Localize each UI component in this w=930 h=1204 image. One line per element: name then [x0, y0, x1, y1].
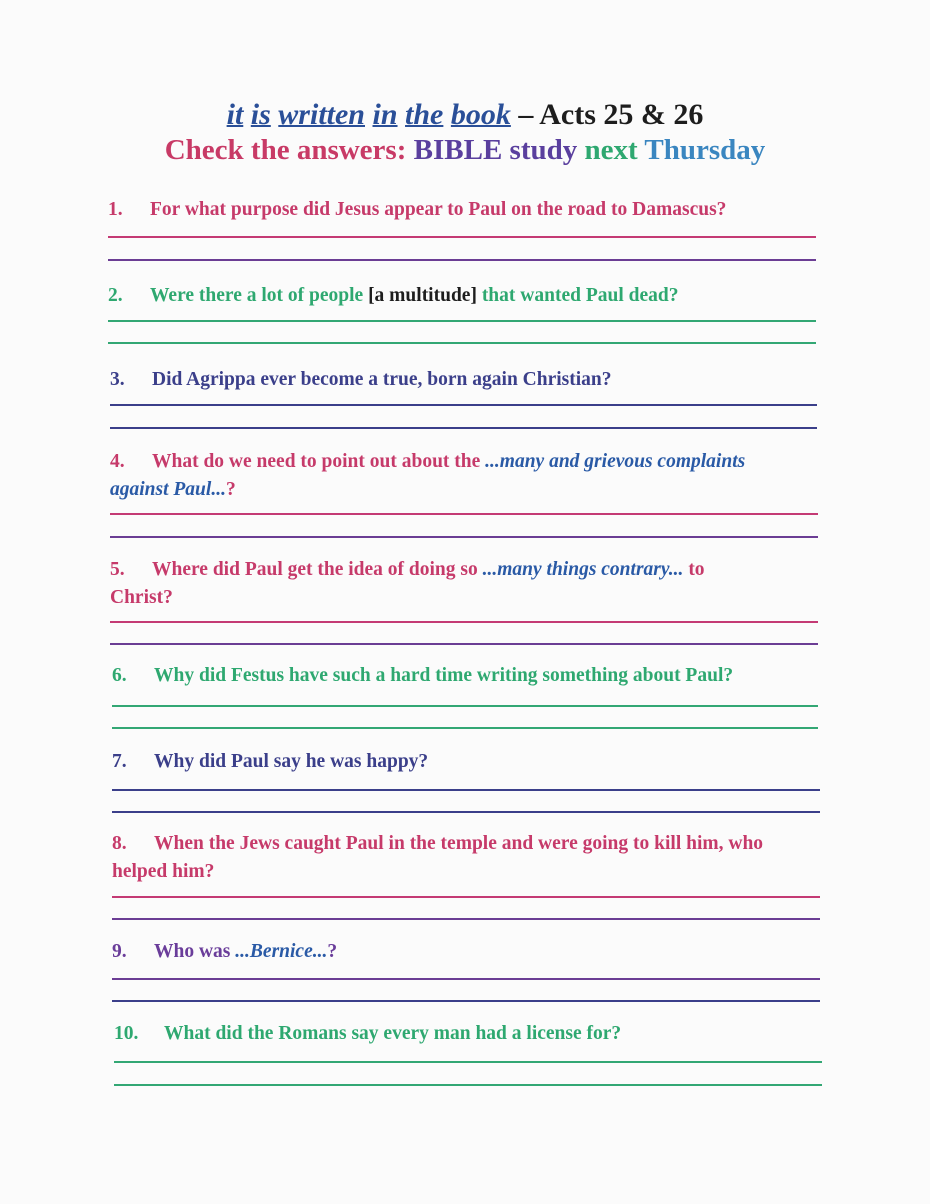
answer-line[interactable] — [110, 536, 818, 538]
answer-line[interactable] — [112, 1000, 820, 1002]
answer-line[interactable] — [108, 320, 816, 322]
question-text: helped him? — [112, 861, 215, 882]
question-text: Did Agrippa ever become a true, born again Christian? — [152, 369, 612, 390]
answer-line[interactable] — [112, 727, 818, 729]
question-text: Were there a lot of people — [150, 285, 364, 306]
answer-line[interactable] — [112, 978, 820, 980]
title-word: is — [250, 98, 271, 131]
question-text: Why did Festus have such a hard time writing something about Paul? — [154, 665, 734, 686]
question-quote: ...Bernice... — [235, 941, 328, 962]
question-text: What do we need to point out about the — [152, 451, 481, 472]
question-9 — [112, 938, 337, 966]
question-text: Where did Paul get the idea of doing so — [152, 559, 478, 580]
question-5 — [110, 556, 822, 612]
answer-line[interactable] — [112, 918, 820, 920]
question-3 — [110, 366, 612, 394]
question-2 — [108, 282, 678, 310]
worksheet-subtitle — [0, 134, 930, 167]
question-text: For what purpose did Jesus appear to Paul on the road to Damascus? — [150, 199, 727, 220]
question-quote: ...many and grievous complaints — [485, 451, 746, 472]
answer-line[interactable] — [110, 404, 817, 406]
title-word: the — [405, 98, 444, 131]
answer-line[interactable] — [108, 236, 816, 238]
question-10 — [114, 1020, 621, 1048]
question-number: 4. — [110, 451, 125, 472]
question-number: 8. — [112, 833, 127, 854]
answer-line[interactable] — [110, 621, 818, 623]
question-number: 10. — [114, 1023, 139, 1044]
subtitle-check-answers: Check the answers: — [164, 134, 407, 166]
question-number: 6. — [112, 665, 127, 686]
question-bracket-text: [a multitude] — [368, 285, 477, 306]
title-word: in — [372, 98, 398, 131]
question-quote: against Paul... — [110, 479, 226, 500]
answer-line[interactable] — [110, 513, 818, 515]
title-word: book — [450, 98, 511, 131]
question-text: When the Jews caught Paul in the temple and were going to kill him, who — [154, 833, 764, 854]
title-word: written — [278, 98, 365, 131]
question-text: Christ? — [110, 587, 173, 608]
answer-line[interactable] — [112, 811, 820, 813]
question-4 — [110, 448, 822, 504]
question-6 — [112, 662, 733, 690]
subtitle-next: next — [584, 134, 638, 166]
answer-line[interactable] — [112, 789, 820, 791]
question-quote: ...many things contrary... — [482, 559, 684, 580]
question-number: 3. — [110, 369, 125, 390]
subtitle-thursday: Thursday — [644, 134, 766, 166]
question-8 — [112, 830, 828, 886]
answer-line[interactable] — [112, 705, 818, 707]
question-number: 5. — [110, 559, 125, 580]
worksheet-title — [0, 98, 930, 132]
question-number: 2. — [108, 285, 123, 306]
question-number: 9. — [112, 941, 127, 962]
answer-line[interactable] — [112, 896, 820, 898]
title-dash: – — [518, 98, 534, 131]
answer-line[interactable] — [108, 259, 816, 261]
question-1 — [108, 196, 726, 224]
question-number: 1. — [108, 199, 123, 220]
title-word: it — [226, 98, 244, 131]
question-text: ? — [327, 941, 338, 962]
question-text: to — [688, 559, 705, 580]
question-text: Who was — [154, 941, 231, 962]
answer-line[interactable] — [110, 643, 818, 645]
answer-line[interactable] — [108, 342, 816, 344]
answer-line[interactable] — [110, 427, 817, 429]
question-text: Why did Paul say he was happy? — [154, 751, 429, 772]
question-text: that wanted Paul dead? — [481, 285, 679, 306]
question-text: ? — [225, 479, 236, 500]
question-text: What did the Romans say every man had a license for? — [164, 1023, 622, 1044]
title-reference: Acts 25 & 26 — [539, 98, 704, 131]
answer-line[interactable] — [114, 1084, 822, 1086]
answer-line[interactable] — [114, 1061, 822, 1063]
question-number: 7. — [112, 751, 127, 772]
subtitle-bible-study: BIBLE study — [413, 134, 578, 166]
question-7 — [112, 748, 428, 776]
